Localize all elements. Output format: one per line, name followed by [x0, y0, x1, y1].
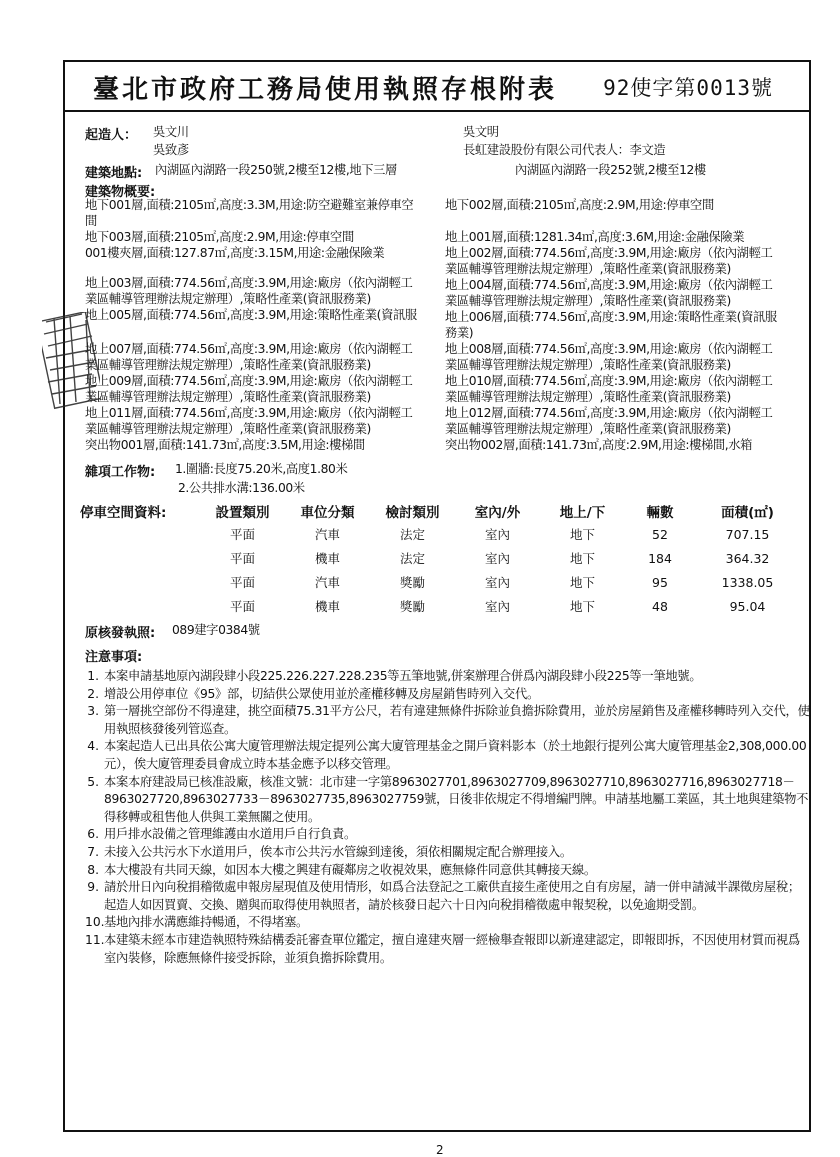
table-row	[80, 546, 800, 570]
list-item: 2. 增設公用停車位《95》部，切結供公眾使用並於產權移轉及房屋銷售時列入交代。	[85, 686, 810, 704]
floor-line: 突出物002層,面積:141.73㎡,高度:2.9M,用途:樓梯間,水箱	[445, 438, 753, 452]
list-item: 5. 本案本府建設局已核准設廠，核准文號：北市建一字第8963027701,8963027709,8963027710,8963027716,8963027718－8963027720,8963027733－8963027735,8963027759號，日後非依規定不得增編門牌。申請基地屬工業區，其土地與建築物不得移轉或租售他人供與工業無關之使用。	[85, 774, 810, 827]
column-header: 面積(㎡)	[721, 505, 774, 521]
table-cell: 法定	[399, 527, 425, 542]
table-cell: 平面	[229, 599, 255, 614]
note-text: 未接入公共污水下水道用戶，俟本市公共污水管線到達後，須依相關規定配合辦理接入。	[104, 844, 572, 859]
title-row	[63, 60, 811, 112]
floor-line: 地上003層,面積:774.56㎡,高度:3.9M,用途:廠房（依內湖輕工	[85, 276, 413, 290]
note-text: 本案申請基地原內湖段肆小段225.226.227.228.235等五筆地號,併案辦理合併爲內湖段肆小段225等一筆地號。	[104, 669, 702, 683]
permit-number: 92使字第0013號	[603, 76, 773, 100]
column-header: 輛數	[646, 505, 674, 521]
table-cell: 364.32	[725, 550, 770, 566]
floors-left	[85, 197, 445, 453]
column-header: 檢討類別	[385, 505, 440, 521]
floor-line: 業區輔導管理辦法規定辦理）,策略性產業(資訊服務業)	[445, 358, 731, 372]
note-text: 用戶排水設備之管理維護由水道用戶自行負責。	[104, 827, 356, 842]
list-item: 4. 本案起造人已出具依公寓大廈管理辦法規定提列公寓大廈管理基金之開戶資料影本（於土地銀行提列公寓大廈管理基金2,308,000.00元），俟大廈管理委員會成立時本基金應予以移交管理。	[85, 738, 810, 773]
floor-line: 務業)	[445, 326, 474, 340]
site-address: 內湖區內湖路一段252號,2樓至12樓	[515, 163, 706, 177]
table-cell: 地下	[569, 599, 595, 614]
table-cell: 平面	[229, 575, 255, 590]
table-cell: 地下	[569, 551, 595, 566]
original-permit-label: 原核發執照:	[85, 626, 156, 641]
floor-line: 業區輔導管理辦法規定辦理）,策略性產業(資訊服務業)	[445, 390, 731, 404]
table-cell: 52	[652, 526, 668, 542]
original-permit-value: 089建字0384號	[172, 623, 260, 637]
parking-table	[80, 500, 800, 618]
list-item: 7. 未接入公共污水下水道用戶，俟本市公共污水管線到達後，須依相關規定配合辦理接入。	[85, 844, 810, 862]
table-cell: 汽車	[314, 575, 340, 590]
floor-line: 地上005層,面積:774.56㎡,高度:3.9M,用途:策略性產業(資訊服	[85, 308, 417, 322]
floor-line: 地下002層,面積:2105㎡,高度:2.9M,用途:停車空間	[445, 198, 714, 212]
builders-label: 起造人：	[85, 128, 138, 143]
floor-line: 業區輔導管理辦法規定辦理）,策略性產業(資訊服務業)	[85, 422, 371, 436]
builder-name: 吳文川	[153, 125, 189, 139]
note-text: 基地內排水溝應維持暢通，不得堵塞。	[104, 915, 308, 930]
misc-work-item: 1.圍牆:長度75.20米,高度1.80米	[175, 462, 348, 476]
floor-line: 地上006層,面積:774.56㎡,高度:3.9M,用途:策略性產業(資訊服	[445, 310, 777, 324]
table-cell: 機車	[314, 551, 340, 566]
notes-list	[85, 668, 810, 967]
table-row	[80, 570, 800, 594]
floor-line: 業區輔導管理辦法規定辦理）,策略性產業(資訊服務業)	[445, 422, 731, 436]
list-item: 9. 請於卅日內向稅捐稽徵處申報房屋現值及使用情形，如爲合法登記之工廠供直接生產使用之自有房屋，請一併申請減半課徵房屋稅；起造人如因買賣、交換、贈與而取得使用執照者，請於核發日起六十日內向稅捐稽徵處申報契稅，以免逾期受罰。	[85, 879, 810, 914]
column-header: 室內/外	[474, 505, 521, 521]
stamp-mark	[42, 312, 100, 412]
note-text: 本建築未經本市建造執照特殊結構委託審查單位鑑定，擅自違建夾層一經檢舉查報即以新違建認定，即報即拆，不因使用材質而視爲室內裝修，除應無條件接受拆除，並須負擔拆除費用。	[104, 932, 800, 965]
table-cell: 1338.05	[721, 574, 774, 590]
page-title: 臺北市政府工務局使用執照存根附表	[93, 75, 558, 105]
note-text: 本案本府建設局已核准設廠，核准文號：北市建一字第8963027701,8963027709,8963027710,8963027716,8963027718－8963027720,8963027733－8963027735,8963027759號，日後非依規定不得增編門牌。申請基地屬工業區，其土地與建築物不得移轉或租售他人供與工業無關之使用。	[104, 774, 809, 824]
floor-line: 業區輔導管理辦法規定辦理）,策略性產業(資訊服務業)	[445, 262, 731, 276]
list-item: 10. 基地內排水溝應維持暢通，不得堵塞。	[85, 914, 810, 932]
table-cell: 室內	[484, 599, 510, 614]
floor-line	[445, 213, 810, 229]
list-item: 6. 用戶排水設備之管理維護由水道用戶自行負責。	[85, 826, 810, 844]
floors-right	[445, 197, 810, 453]
table-cell: 平面	[229, 551, 255, 566]
page-number: 2	[436, 1143, 444, 1157]
table-cell: 機車	[314, 599, 340, 614]
floor-line: 地上002層,面積:774.56㎡,高度:3.9M,用途:廠房（依內湖輕工	[445, 246, 773, 260]
table-cell: 平面	[229, 527, 255, 542]
table-cell: 獎勵	[399, 599, 425, 614]
floor-line: 地上004層,面積:774.56㎡,高度:3.9M,用途:廠房（依內湖輕工	[445, 278, 773, 292]
floor-line: 間	[85, 214, 97, 228]
table-cell: 95.04	[729, 598, 766, 614]
floor-line: 業區輔導管理辦法規定辦理）,策略性產業(資訊服務業)	[85, 292, 371, 306]
table-row	[80, 594, 800, 618]
note-text: 請於卅日內向稅捐稽徵處申報房屋現值及使用情形，如爲合法登記之工廠供直接生產使用之自有房屋，請一併申請減半課徵房屋稅；起造人如因買賣、交換、贈與而取得使用執照者，請於核發日起六十日內向稅捐稽徵處申報契稅，以免逾期受罰。	[104, 880, 800, 912]
note-text: 第一層挑空部份不得違建，挑空面積75.31平方公尺，若有違建無條件拆除並負擔拆除費用，並於房屋銷售及產權移轉時列入交代，使用執照核發後列管巡查。	[104, 704, 810, 736]
column-header: 車位分類	[300, 505, 355, 521]
table-cell: 室內	[484, 527, 510, 542]
floor-line: 地上008層,面積:774.56㎡,高度:3.9M,用途:廠房（依內湖輕工	[445, 342, 773, 356]
notes-label: 注意事項:	[85, 650, 143, 665]
note-text: 本大樓設有共同天線，如因本大樓之興建有礙鄰房之收視效果，應無條件同意供其轉接天線。	[104, 862, 596, 877]
table-cell: 獎勵	[399, 575, 425, 590]
floor-line: 業區輔導管理辦法規定辦理）,策略性產業(資訊服務業)	[85, 390, 371, 404]
table-cell: 室內	[484, 551, 510, 566]
note-text: 增設公用停車位《95》部，切結供公眾使用並於產權移轉及房屋銷售時列入交代。	[104, 686, 539, 701]
floor-line: 地上012層,面積:774.56㎡,高度:3.9M,用途:廠房（依內湖輕工	[445, 406, 773, 420]
table-cell: 48	[652, 598, 668, 614]
list-item: 3. 第一層挑空部份不得違建，挑空面積75.31平方公尺，若有違建無條件拆除並負擔拆除費用，並於房屋銷售及產權移轉時列入交代，使用執照核發後列管巡查。	[85, 703, 810, 738]
floor-line: 地上007層,面積:774.56㎡,高度:3.9M,用途:廠房（依內湖輕工	[85, 342, 413, 356]
builder-name: 吳文明	[463, 125, 499, 139]
note-text: 本案起造人已出具依公寓大廈管理辦法規定提列公寓大廈管理基金之開戶資料影本（於土地銀行提列公寓大廈管理基金2,308,000.00元），俟大廈管理委員會成立時本基金應予以移交管理。	[104, 739, 807, 771]
table-cell: 室內	[484, 575, 510, 590]
parking-label: 停車空間資料:	[80, 505, 167, 521]
table-cell: 707.15	[725, 526, 770, 542]
builder-name: 吳致彥	[153, 143, 189, 157]
site-address: 內湖區內湖路一段250號,2樓至12樓,地下三層	[155, 163, 397, 177]
table-cell: 95	[652, 574, 668, 590]
table-cell: 汽車	[314, 527, 340, 542]
floor-line: 地下001層,面積:2105㎡,高度:3.3M,用途:防空避難室兼停車空	[85, 198, 414, 212]
list-item: 8. 本大樓設有共同天線，如因本大樓之興建有礙鄰房之收視效果，應無條件同意供其轉接天線。	[85, 862, 810, 880]
floor-line: 地上001層,面積:1281.34㎡,高度:3.6M,用途:金融保險業	[445, 230, 745, 244]
list-item: 11. 本建築未經本市建造執照特殊結構委託審查單位鑑定，擅自違建夾層一經檢舉查報即以新違建認定，即報即拆，不因使用材質而視爲室內裝修，除應無條件接受拆除，並須負擔拆除費用。	[85, 932, 810, 967]
parking-header-row	[80, 500, 800, 522]
floor-line: 001樓夾層,面積:127.87㎡,高度:3.15M,用途:金融保險業	[85, 246, 385, 260]
floor-line: 業區輔導管理辦法規定辦理）,策略性產業(資訊服務業)	[85, 358, 371, 372]
floor-line: 地上010層,面積:774.56㎡,高度:3.9M,用途:廠房（依內湖輕工	[445, 374, 773, 388]
table-cell: 法定	[399, 551, 425, 566]
floor-line: 突出物001層,面積:141.73㎡,高度:3.5M,用途:樓梯間	[85, 438, 365, 452]
column-header: 設置類別	[215, 505, 270, 521]
list-item: 1. 本案申請基地原內湖段肆小段225.226.227.228.235等五筆地號,併案辦理合併爲內湖段肆小段225等一筆地號。	[85, 668, 810, 686]
misc-work-item: 2.公共排水溝:136.00米	[178, 481, 305, 495]
misc-works-label: 雜項工作物:	[85, 465, 156, 480]
builder-name: 長虹建設股份有限公司代表人：李文造	[463, 143, 666, 157]
floor-line: 地下003層,面積:2105㎡,高度:2.9M,用途:停車空間	[85, 230, 354, 244]
site-label: 建築地點:	[85, 166, 143, 181]
overview-label: 建築物概要:	[85, 185, 156, 200]
floor-line: 業區輔導管理辦法規定辦理）,策略性產業(資訊服務業)	[445, 294, 731, 308]
column-header: 地上/下	[559, 505, 606, 521]
table-row	[80, 522, 800, 546]
table-cell: 184	[648, 550, 672, 566]
table-cell: 地下	[569, 527, 595, 542]
table-cell: 地下	[569, 575, 595, 590]
floor-line: 地上011層,面積:774.56㎡,高度:3.9M,用途:廠房（依內湖輕工	[85, 406, 413, 420]
floor-line: 地上009層,面積:774.56㎡,高度:3.9M,用途:廠房（依內湖輕工	[85, 374, 413, 388]
